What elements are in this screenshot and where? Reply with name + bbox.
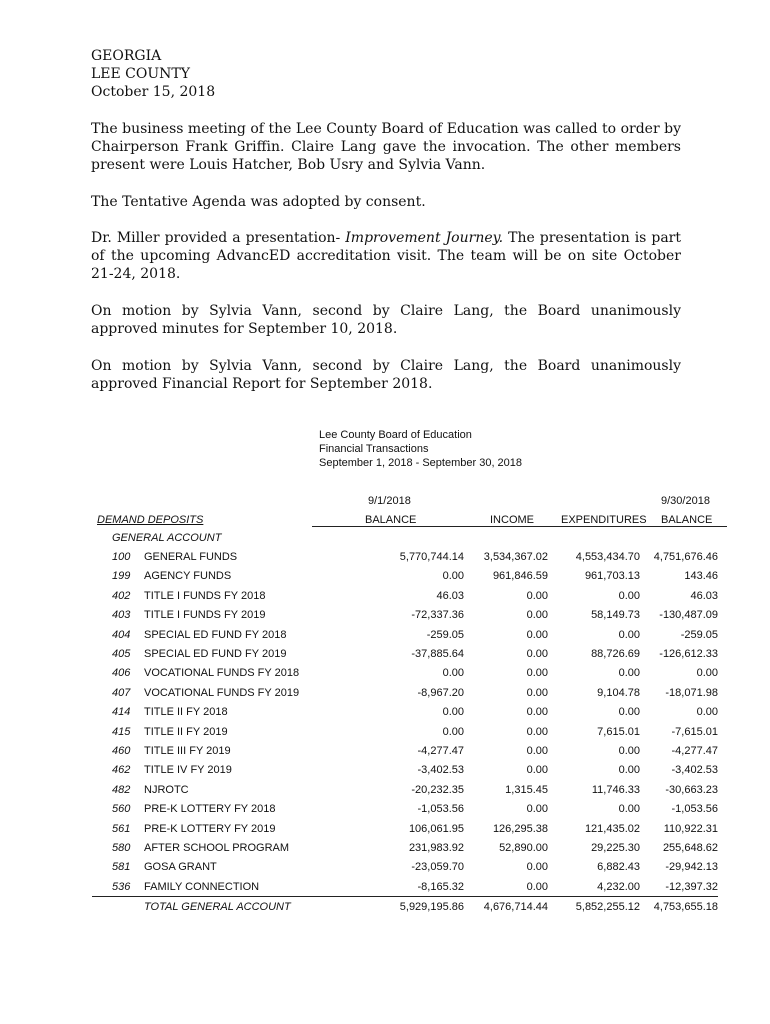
fund-code: 462 [112, 764, 131, 777]
expenditures: 9,104.78 [597, 686, 640, 699]
fund-name: TITLE II FY 2018 [144, 706, 228, 719]
expenditures: 0.00 [618, 764, 640, 777]
fund-name: VOCATIONAL FUNDS FY 2018 [144, 667, 300, 680]
income: 0.00 [526, 764, 548, 777]
paragraph-minutes-motion: On motion by Sylvia Vann, second by Claire Lang, the Board unanimously approved minutes for September 10, 2018. [91, 303, 681, 337]
expenditures: 29,225.30 [591, 841, 640, 854]
end-balance: -7,615.01 [671, 725, 718, 738]
fund-name: SPECIAL ED FUND FY 2018 [144, 628, 287, 641]
fund-code: 404 [112, 628, 131, 641]
end-balance: -4,277.47 [671, 744, 718, 757]
expenditures: 4,553,434.70 [575, 551, 640, 564]
fund-code: 414 [112, 706, 131, 719]
income: 0.00 [526, 686, 548, 699]
presentation-text-before: Dr. Miller provided a presentation- [91, 230, 346, 246]
fund-name: TITLE III FY 2019 [144, 744, 231, 757]
column-start-date: 9/1/2018 [368, 495, 411, 507]
expenditures: 0.00 [618, 744, 640, 757]
expenditures: 0.00 [618, 667, 640, 680]
column-expenditures: EXPENDITURES [561, 514, 647, 526]
report-title-line1: Lee County Board of Education [319, 429, 472, 441]
income: 1,315.45 [505, 783, 548, 796]
column-balance-end: BALANCE [661, 514, 713, 526]
paragraph-agenda: The Tentative Agenda was adopted by consent. [91, 194, 426, 210]
table-row [92, 858, 718, 877]
expenditures: 0.00 [618, 706, 640, 719]
group-general-account: GENERAL ACCOUNT [112, 531, 222, 544]
income: 0.00 [526, 648, 548, 661]
start-balance: -37,885.64 [411, 648, 464, 661]
paragraph-call-to-order: The business meeting of the Lee County Board of Education was called to order by Chairperson Frank Griffin. Claire Lang gave the invocation. The other members present were Louis Hatcher, Bob Usry and Sylvia Vann. [91, 121, 681, 173]
start-balance: -72,337.36 [411, 609, 464, 622]
fund-name: PRE-K LOTTERY FY 2019 [144, 822, 276, 835]
start-balance: 106,061.95 [408, 822, 464, 835]
table-row [92, 761, 718, 780]
income: 961,846.59 [492, 570, 548, 583]
fund-code: 402 [112, 589, 131, 602]
total-end-balance: 4,753,655.18 [640, 897, 718, 917]
start-balance: 0.00 [442, 667, 464, 680]
table-row [92, 664, 718, 683]
financial-table-body [92, 528, 718, 917]
total-start-balance: 5,929,195.86 [340, 897, 464, 917]
income: 0.00 [526, 589, 548, 602]
fund-name: SPECIAL ED FUND FY 2019 [144, 648, 287, 661]
income: 0.00 [526, 706, 548, 719]
expenditures: 11,746.33 [591, 783, 640, 796]
end-balance: -29,942.13 [665, 861, 718, 874]
fund-name: GOSA GRANT [144, 861, 217, 874]
fund-code: 560 [112, 803, 131, 816]
presentation-title: Improvement Journey. [345, 230, 504, 246]
table-row [92, 547, 718, 566]
fund-name: VOCATIONAL FUNDS FY 2019 [144, 686, 300, 699]
expenditures: 0.00 [618, 628, 640, 641]
fund-code: 406 [112, 667, 131, 680]
fund-code: 536 [112, 880, 131, 893]
income: 0.00 [526, 744, 548, 757]
start-balance: -3,402.53 [417, 764, 464, 777]
paragraph-financial-motion: On motion by Sylvia Vann, second by Claire Lang, the Board unanimously approved Financial Report for September 2018. [91, 358, 681, 392]
table-row [92, 606, 718, 625]
table-row [92, 644, 718, 663]
fund-code: 580 [112, 841, 131, 854]
table-row [92, 741, 718, 760]
table-row [92, 838, 718, 857]
expenditures: 4,232.00 [597, 880, 640, 893]
end-balance: -126,612.33 [659, 648, 718, 661]
income: 0.00 [526, 861, 548, 874]
fund-name: TITLE IV FY 2019 [144, 764, 232, 777]
expenditures: 121,435.02 [584, 822, 640, 835]
end-balance: -30,663.23 [665, 783, 718, 796]
end-balance: -12,397.32 [665, 880, 718, 893]
paragraph-presentation [91, 229, 681, 283]
header-rule [312, 526, 727, 527]
end-balance: -3,402.53 [671, 764, 718, 777]
fund-name: TITLE I FUNDS FY 2018 [144, 589, 266, 602]
start-balance: -8,165.32 [417, 880, 464, 893]
table-row [92, 722, 718, 741]
start-balance: -1,053.56 [417, 803, 464, 816]
report-title [319, 428, 522, 470]
end-balance: 4,751,676.46 [653, 551, 718, 564]
start-balance: 5,770,744.14 [399, 551, 464, 564]
start-balance: 46.03 [436, 589, 464, 602]
fund-name: NJROTC [144, 783, 189, 796]
start-balance: -23,059.70 [411, 861, 464, 874]
start-balance: -8,967.20 [417, 686, 464, 699]
fund-name: FAMILY CONNECTION [144, 880, 260, 893]
table-row [92, 586, 718, 605]
group-row [92, 528, 718, 547]
fund-code: 407 [112, 686, 131, 699]
header-date: October 15, 2018 [91, 84, 216, 100]
document-header [91, 47, 215, 101]
fund-code: 403 [112, 609, 131, 622]
table-row [92, 625, 718, 644]
expenditures: 88,726.69 [591, 648, 640, 661]
total-row [92, 897, 718, 917]
start-balance: 231,983.92 [408, 841, 464, 854]
column-end-date: 9/30/2018 [661, 495, 710, 507]
fund-name: TITLE II FY 2019 [144, 725, 228, 738]
income: 52,890.00 [499, 841, 548, 854]
report-title-line2: Financial Transactions [319, 443, 429, 455]
header-state: GEORGIA [91, 48, 162, 64]
income: 126,295.38 [492, 822, 548, 835]
start-balance: -259.05 [426, 628, 464, 641]
income: 3,534,367.02 [483, 551, 548, 564]
fund-name: AGENCY FUNDS [144, 570, 232, 583]
income: 0.00 [526, 609, 548, 622]
end-balance: 143.46 [684, 570, 718, 583]
fund-name: TITLE I FUNDS FY 2019 [144, 609, 266, 622]
column-balance-start: BALANCE [365, 514, 417, 526]
income: 0.00 [526, 667, 548, 680]
end-balance: 0.00 [696, 667, 718, 680]
total-label: TOTAL GENERAL ACCOUNT [92, 897, 340, 917]
section-demand-deposits: DEMAND DEPOSITS [97, 514, 204, 526]
start-balance: 0.00 [442, 706, 464, 719]
fund-code: 581 [112, 861, 131, 874]
presentation-text-after: The presentation is part of the upcoming AdvancED accreditation visit. The team will be on site October 21-24, 2018. [91, 230, 681, 282]
start-balance: 0.00 [442, 725, 464, 738]
total-expenditures: 5,852,255.12 [548, 897, 640, 917]
end-balance: -130,487.09 [659, 609, 718, 622]
expenditures: 7,615.01 [597, 725, 640, 738]
fund-name: GENERAL FUNDS [144, 551, 238, 564]
income: 0.00 [526, 628, 548, 641]
table-row [92, 567, 718, 586]
start-balance: -4,277.47 [417, 744, 464, 757]
fund-code: 561 [112, 822, 131, 835]
income: 0.00 [526, 880, 548, 893]
end-balance: 255,648.62 [662, 841, 718, 854]
end-balance: 0.00 [696, 706, 718, 719]
end-balance: -18,071.98 [665, 686, 718, 699]
table-row [92, 799, 718, 818]
start-balance: -20,232.35 [411, 783, 464, 796]
table-row [92, 780, 718, 799]
end-balance: -1,053.56 [671, 803, 718, 816]
report-title-line3: September 1, 2018 - September 30, 2018 [319, 457, 523, 469]
expenditures: 0.00 [618, 803, 640, 816]
financial-table [92, 528, 718, 917]
expenditures: 58,149.73 [591, 609, 640, 622]
end-balance: 46.03 [690, 589, 718, 602]
income: 0.00 [526, 725, 548, 738]
fund-code: 199 [112, 570, 131, 583]
fund-code: 482 [112, 783, 131, 796]
expenditures: 0.00 [618, 589, 640, 602]
total-income: 4,676,714.44 [464, 897, 548, 917]
start-balance: 0.00 [442, 570, 464, 583]
income: 0.00 [526, 803, 548, 816]
fund-code: 405 [112, 648, 131, 661]
table-row [92, 877, 718, 897]
end-balance: 110,922.31 [663, 822, 718, 835]
fund-code: 100 [112, 551, 131, 564]
expenditures: 6,882.43 [597, 861, 640, 874]
fund-name: AFTER SCHOOL PROGRAM [144, 841, 290, 854]
fund-name: PRE-K LOTTERY FY 2018 [144, 803, 276, 816]
fund-code: 415 [112, 725, 131, 738]
table-row [92, 819, 718, 838]
expenditures: 961,703.13 [584, 570, 640, 583]
column-income: INCOME [490, 514, 534, 526]
end-balance: -259.05 [680, 628, 718, 641]
table-row [92, 683, 718, 702]
header-county: LEE COUNTY [91, 66, 191, 82]
table-row [92, 703, 718, 722]
fund-code: 460 [112, 744, 131, 757]
